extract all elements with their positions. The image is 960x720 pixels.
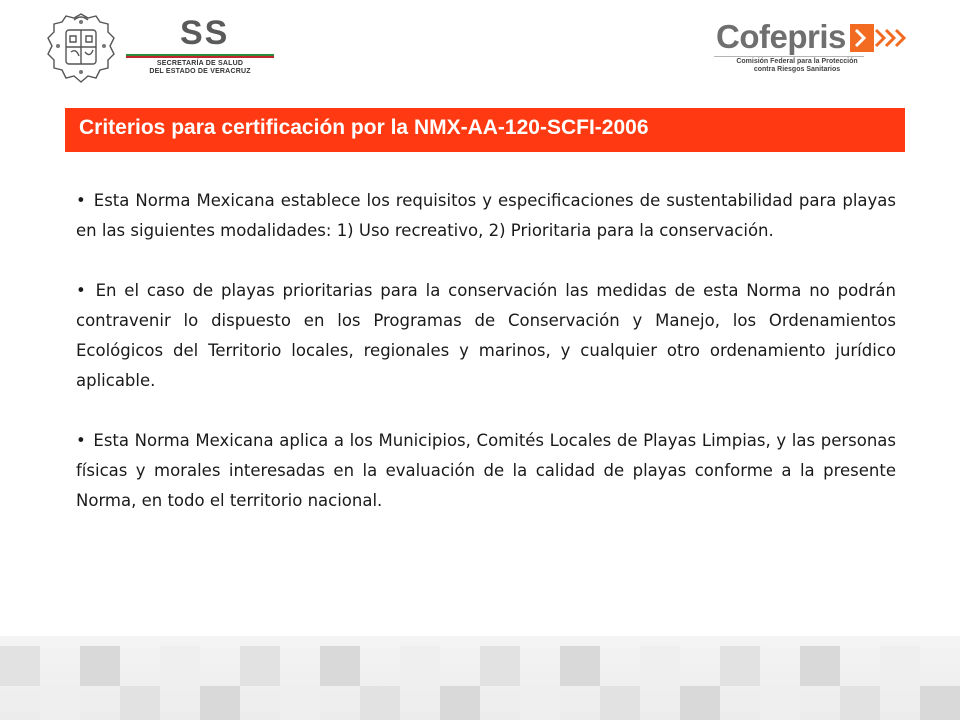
decor-tile [680, 686, 720, 720]
decor-tile [160, 646, 200, 686]
cofepris-caption-line1: Comisión Federal para la Protección [736, 58, 858, 65]
slide-title: Criterios para certificación por la NMX-AA-120-SCFI-2006 [79, 116, 649, 139]
ss-divider-line [126, 54, 274, 58]
bullet-glyph: • [76, 281, 86, 300]
bullet-text-1: Esta Norma Mexicana establece los requisitos y especificaciones de sustentabilidad para playas en las siguientes modalidades: 1) Uso recreativo, 2) Prioritaria para la conservación. [76, 191, 896, 240]
decor-tile [320, 646, 360, 686]
decor-tile [520, 686, 560, 720]
bullet-paragraph-1 [76, 186, 896, 246]
decor-tile [440, 686, 480, 720]
bullet-paragraph-3 [76, 426, 896, 516]
content-body [76, 186, 896, 546]
decor-tile [800, 646, 840, 686]
decor-tile [600, 686, 640, 720]
decor-tile [920, 686, 960, 720]
ss-caption-line2: DEL ESTADO DE VERACRUZ [149, 68, 251, 75]
cofepris-caption-line2: contra Riesgos Sanitarios [753, 66, 841, 73]
decor-tile [0, 646, 40, 686]
cofepris-divider [714, 56, 864, 57]
bullet-text-3: Esta Norma Mexicana aplica a los Municipios, Comités Locales de Playas Limpias, y las personas físicas y morales interesadas en la evaluación de la calidad de playas conforme a la presente Norma, en todo el territorio nacional. [76, 431, 896, 510]
decor-tile [360, 686, 400, 720]
bullet-glyph: • [76, 191, 86, 210]
bullet-text-2: En el caso de playas prioritarias para la conservación las medidas de esta Norma no podrán contravenir lo dispuesto en los Programas de Conservación y Manejo, los Ordenamientos Ecológicos del Territorio locales, regionales y marinos, y cualquier otro ordenamiento jurídico aplicable. [76, 281, 897, 390]
cofepris-caption [712, 58, 882, 74]
decor-tile [200, 686, 240, 720]
title-bar [65, 108, 905, 152]
decor-tile [280, 686, 320, 720]
decor-tile [480, 646, 520, 686]
decorative-footer-band [0, 636, 960, 720]
cofepris-arrows-icon [850, 24, 910, 52]
decor-tile [80, 646, 120, 686]
ss-letters: SS [180, 14, 230, 52]
secretaria-de-salud-logo [122, 14, 278, 86]
decor-tile [640, 646, 680, 686]
decor-tile [120, 686, 160, 720]
decor-tile [720, 646, 760, 686]
decor-tile [840, 686, 880, 720]
decor-tile [40, 686, 80, 720]
ss-caption-line1: SECRETARÍA DE SALUD [156, 60, 244, 67]
decor-tile [880, 646, 920, 686]
decor-tile [400, 646, 440, 686]
veracruz-coat-of-arms-logo [44, 10, 118, 86]
bullet-glyph: • [76, 431, 86, 450]
decor-tile [760, 686, 800, 720]
bullet-paragraph-2 [76, 276, 896, 396]
ss-caption [122, 60, 278, 76]
cofepris-wordmark: Cofepris [716, 18, 846, 55]
cofepris-logo [712, 18, 912, 88]
decor-tile [240, 646, 280, 686]
decor-tile [560, 646, 600, 686]
